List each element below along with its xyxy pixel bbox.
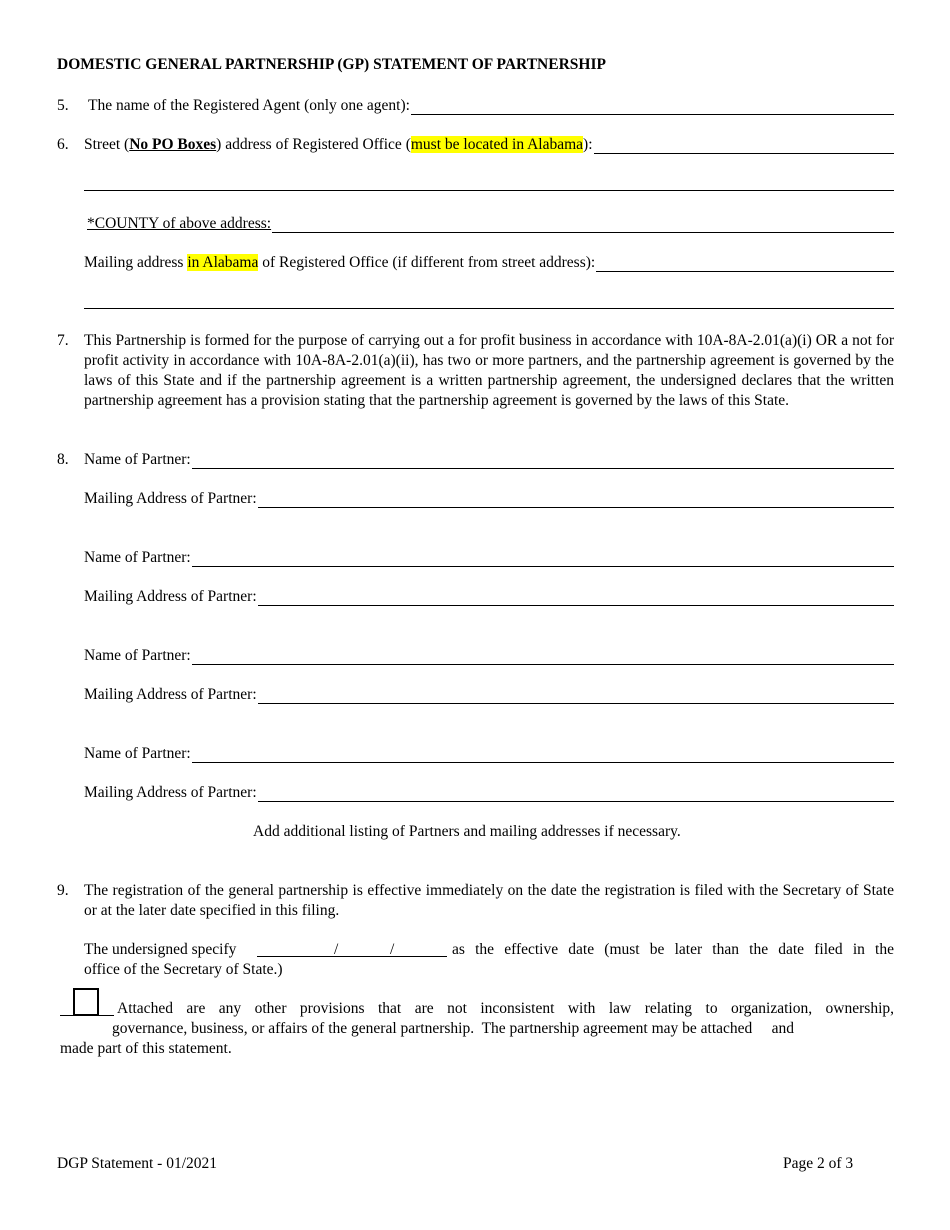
partner-4-address-label: Mailing Address of Partner: [84, 784, 257, 801]
item-9-text: The registration of the general partnership is effective immediately on the date the registration is filed with the Secretary of State or at the later date specified in this filing. [84, 882, 894, 919]
partner-4-name-field[interactable] [192, 747, 894, 763]
partner-2-address-field[interactable] [258, 590, 894, 606]
registered-agent-label: The name of the Registered Agent (only one agent): [88, 97, 410, 114]
effective-date-line2: office of the Secretary of State.) [84, 961, 283, 978]
mailing-address-field[interactable] [596, 256, 894, 272]
date-separator-1: / [334, 941, 339, 958]
no-po-boxes-text: No PO Boxes [129, 136, 217, 153]
effective-date-prefix: The undersigned specify [84, 941, 237, 958]
attach-text-line1: Attached are any other provisions that are not inconsistent with law relating to organization, ownership, [117, 1000, 894, 1017]
item-5-number: 5. [57, 97, 69, 114]
partner-3-address-field[interactable] [258, 688, 894, 704]
attach-text-line2: governance, business, or affairs of the general partnership. The partnership agreement may be attached and [112, 1020, 795, 1037]
partner-4-address-field[interactable] [258, 786, 894, 802]
county-row [87, 215, 894, 233]
attach-text-line3: made part of this statement. [60, 1040, 232, 1057]
partner-2-address-label: Mailing Address of Partner: [84, 588, 257, 605]
partner-3-name-row [84, 647, 894, 665]
partner-4-address-row [84, 784, 894, 802]
street-address-field-line2[interactable] [84, 190, 894, 191]
street-address-field[interactable] [594, 138, 894, 154]
mailing-address-field-line2[interactable] [84, 308, 894, 309]
footer-page-number: Page 2 of 3 [783, 1155, 854, 1172]
partner-4-name-label: Name of Partner: [84, 745, 191, 762]
item-9-number: 9. [57, 882, 69, 899]
street-address-row [84, 136, 894, 154]
partner-2-name-field[interactable] [192, 551, 894, 567]
in-alabama-highlight: in Alabama [187, 254, 259, 271]
partner-2-name-row [84, 549, 894, 567]
partner-1-address-row [84, 490, 894, 508]
partner-4-name-row [84, 745, 894, 763]
partner-2-name-label: Name of Partner: [84, 549, 191, 566]
item-7-text: This Partnership is formed for the purpose of carrying out a for profit business in accordance with 10A-8A-2.01(a)(i) OR a not for profit activity in accordance with 10A-8A-2.01(a)(ii), has two or more partners, and the partnership agreement is governed by the laws of this State and if the partnership agreement is a written partnership agreement, the undersigned declares that the written partnership agreement has a provision stating that the partnership agreement is governed by the laws of this State. [84, 332, 894, 409]
registered-agent-field[interactable] [411, 99, 894, 115]
partner-1-name-row [84, 451, 894, 469]
partner-1-name-field[interactable] [192, 453, 894, 469]
footer-form-id: DGP Statement - 01/2021 [57, 1155, 218, 1172]
item-8-number: 8. [57, 451, 69, 468]
partner-3-name-field[interactable] [192, 649, 894, 665]
document-title: DOMESTIC GENERAL PARTNERSHIP (GP) STATEMENT OF PARTNERSHIP [57, 56, 606, 73]
attach-provisions-checkbox[interactable] [73, 988, 99, 1016]
partner-3-name-label: Name of Partner: [84, 647, 191, 664]
partner-1-name-label: Name of Partner: [84, 451, 191, 468]
mailing-address-label: Mailing address in Alabama of Registered Office (if different from street address): [84, 254, 596, 271]
alabama-highlight: must be located in Alabama [410, 136, 584, 153]
mailing-address-row [84, 254, 894, 272]
partner-2-address-row [84, 588, 894, 606]
date-separator-2: / [390, 941, 395, 958]
partner-3-address-label: Mailing Address of Partner: [84, 686, 257, 703]
county-field[interactable] [272, 217, 894, 233]
registered-agent-row [88, 97, 894, 115]
partner-3-address-row [84, 686, 894, 704]
effective-date-field[interactable] [257, 956, 447, 957]
item-7-number: 7. [57, 332, 69, 349]
partner-1-address-field[interactable] [258, 492, 894, 508]
item-6-number: 6. [57, 136, 69, 153]
partner-1-address-label: Mailing Address of Partner: [84, 490, 257, 507]
street-address-label: Street (No PO Boxes) address of Registered Office (must be located in Alabama): [84, 136, 593, 153]
county-label: *COUNTY of above address: [87, 215, 272, 232]
additional-partners-note: Add additional listing of Partners and mailing addresses if necessary. [253, 823, 681, 840]
effective-date-suffix: as the effective date (must be later than the date filed in the [452, 941, 894, 958]
